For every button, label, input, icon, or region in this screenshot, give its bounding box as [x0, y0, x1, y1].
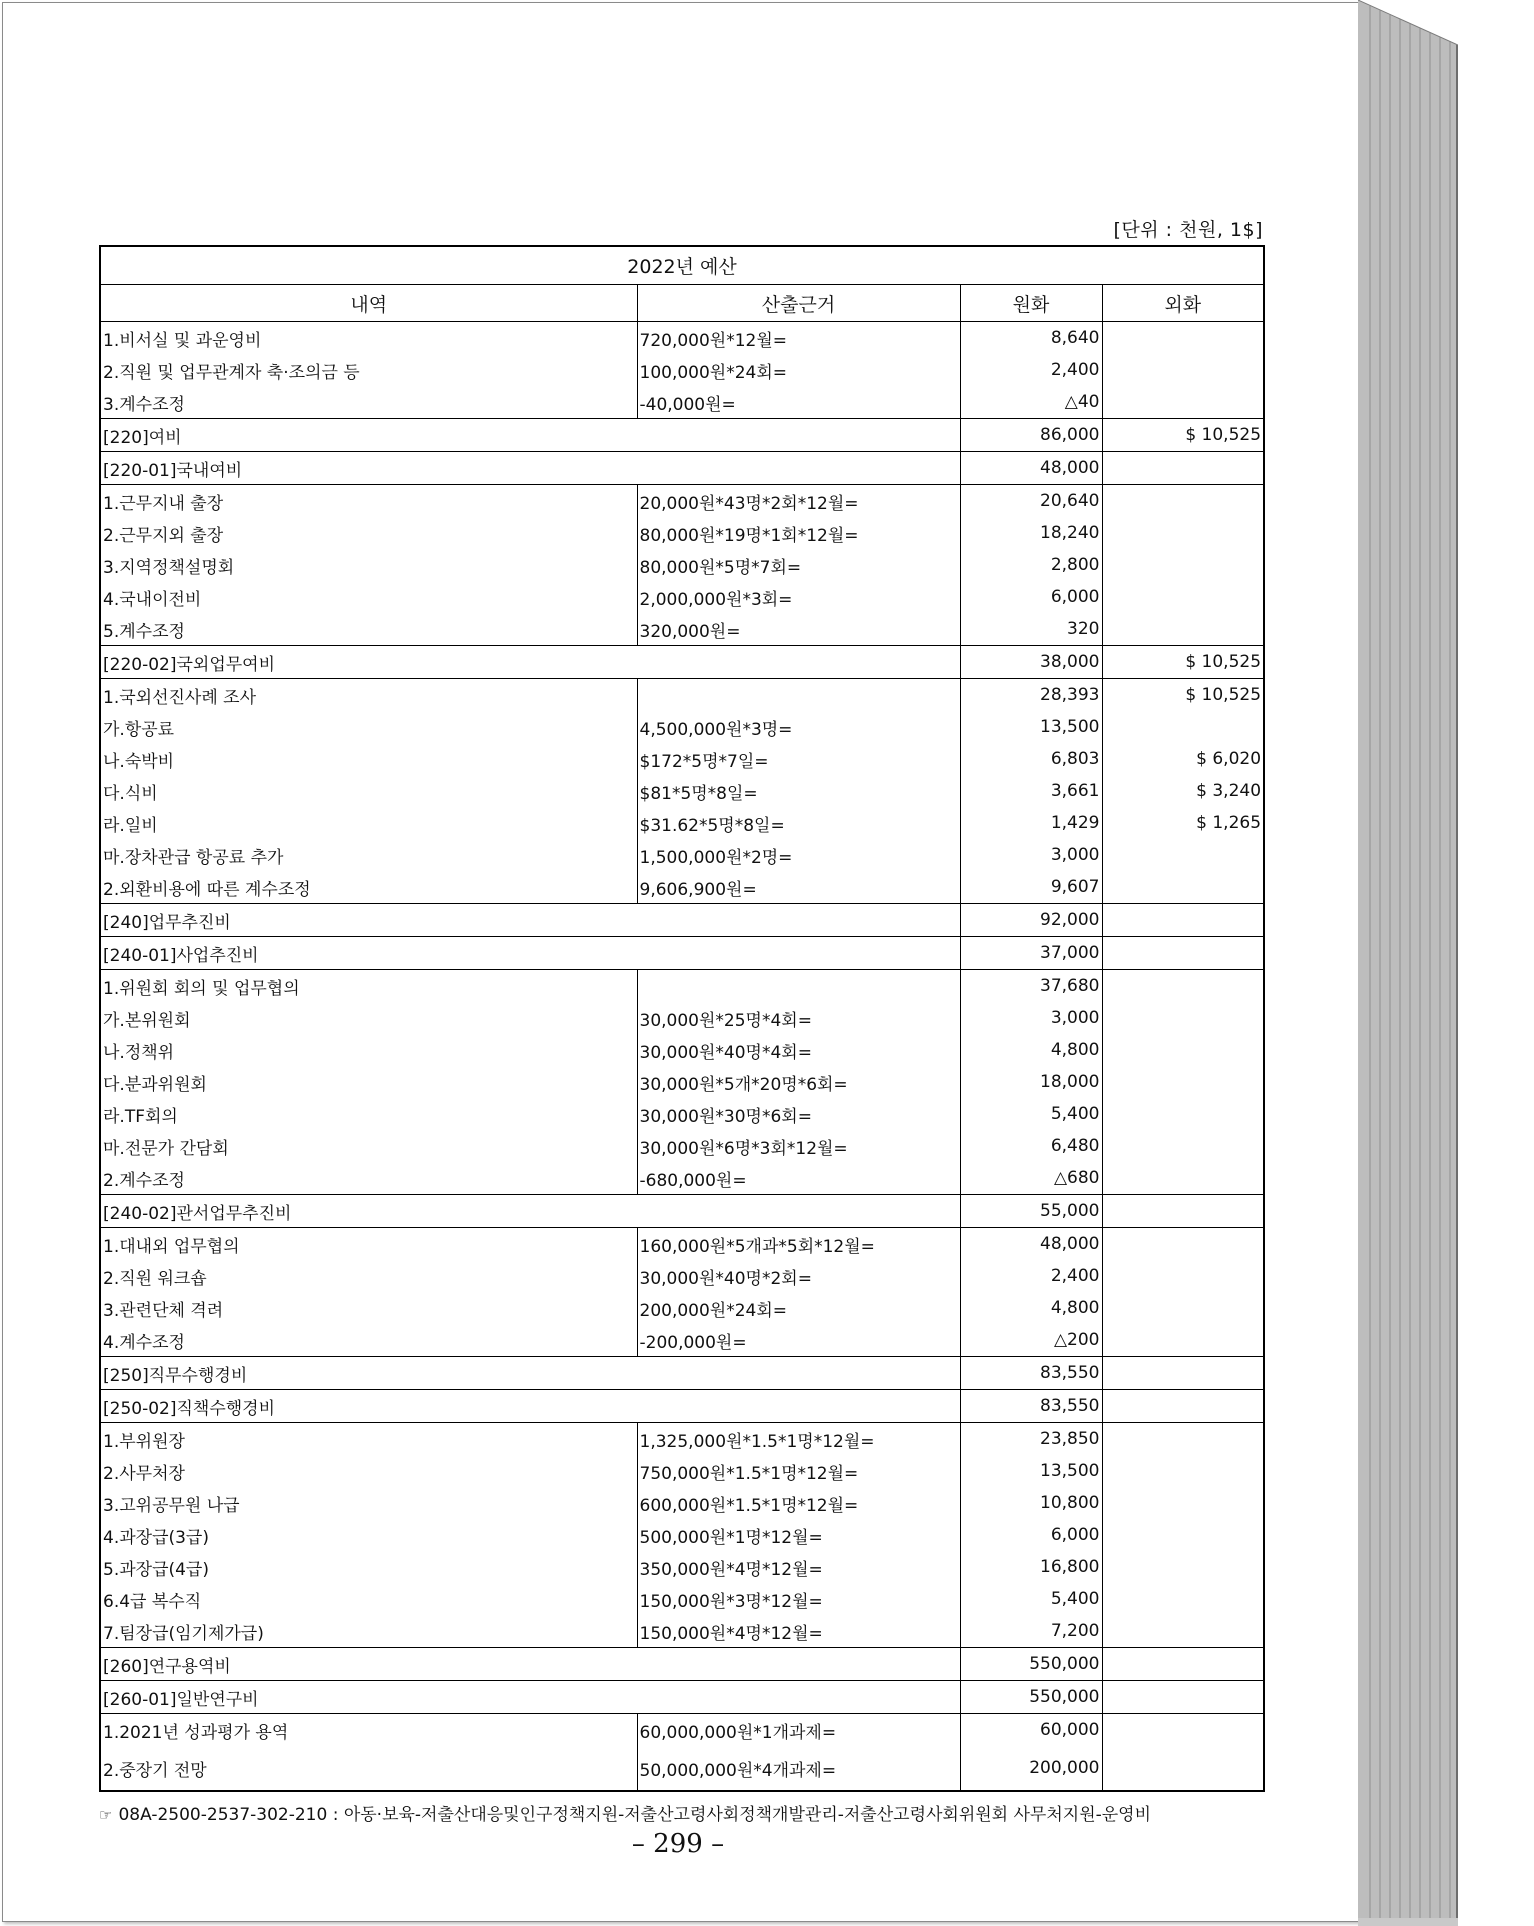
row-krw-amount: 6,000 — [960, 1519, 1102, 1551]
row-item: [220-01]국내여비 — [100, 452, 960, 485]
row-item: [260-01]일반연구비 — [100, 1681, 960, 1714]
row-item: 1.대내외 업무협의 — [100, 1228, 637, 1261]
row-item: 4.국내이전비 — [100, 581, 637, 613]
row-basis: 4,500,000원*3명= — [637, 711, 960, 743]
row-basis: -200,000원= — [637, 1324, 960, 1357]
row-krw-amount: 4,800 — [960, 1034, 1102, 1066]
row-basis: 9,606,900원= — [637, 871, 960, 904]
table-row — [100, 1746, 1264, 1791]
table-row — [100, 1130, 1264, 1162]
row-item: [240]업무추진비 — [100, 904, 960, 937]
row-fx-amount — [1102, 1487, 1264, 1519]
row-item: 2.사무처장 — [100, 1455, 637, 1487]
row-krw-amount: 48,000 — [960, 1228, 1102, 1261]
row-item: 가.항공료 — [100, 711, 637, 743]
table-row — [100, 1292, 1264, 1324]
row-fx-amount — [1102, 1390, 1264, 1423]
table-row — [100, 1423, 1264, 1456]
row-fx-amount — [1102, 1260, 1264, 1292]
row-basis: 80,000원*5명*7회= — [637, 549, 960, 581]
table-row — [100, 1162, 1264, 1195]
table-row — [100, 1714, 1264, 1747]
row-item: 5.계수조정 — [100, 613, 637, 646]
row-krw-amount: 6,480 — [960, 1130, 1102, 1162]
table-row — [100, 485, 1264, 518]
table-row — [100, 452, 1264, 485]
row-fx-amount — [1102, 1681, 1264, 1714]
row-basis: 160,000원*5개과*5회*12월= — [637, 1228, 960, 1261]
row-item: 마.장차관급 항공료 추가 — [100, 839, 637, 871]
table-row — [100, 386, 1264, 419]
row-fx-amount — [1102, 1746, 1264, 1791]
table-row — [100, 1357, 1264, 1390]
row-item: 4.과장급(3급) — [100, 1519, 637, 1551]
row-krw-amount: 200,000 — [960, 1746, 1102, 1791]
table-row — [100, 1615, 1264, 1648]
row-krw-amount: 83,550 — [960, 1357, 1102, 1390]
row-fx-amount: $ 10,525 — [1102, 646, 1264, 679]
table-row — [100, 970, 1264, 1003]
table-row — [100, 743, 1264, 775]
row-fx-amount — [1102, 549, 1264, 581]
row-fx-amount — [1102, 1098, 1264, 1130]
row-fx-amount: $ 3,240 — [1102, 775, 1264, 807]
row-basis: 750,000원*1.5*1명*12월= — [637, 1455, 960, 1487]
row-item: 라.TF회의 — [100, 1098, 637, 1130]
table-row — [100, 419, 1264, 452]
row-fx-amount — [1102, 1130, 1264, 1162]
row-krw-amount: 550,000 — [960, 1681, 1102, 1714]
table-row — [100, 1034, 1264, 1066]
row-krw-amount: 5,400 — [960, 1583, 1102, 1615]
row-fx-amount — [1102, 871, 1264, 904]
row-item: 1.2021년 성과평가 용역 — [100, 1714, 637, 1747]
row-fx-amount: $ 10,525 — [1102, 419, 1264, 452]
row-basis — [637, 970, 960, 1003]
row-item: 1.부위원장 — [100, 1423, 637, 1456]
row-krw-amount: 10,800 — [960, 1487, 1102, 1519]
row-basis — [637, 679, 960, 712]
row-fx-amount — [1102, 613, 1264, 646]
row-basis: 350,000원*4명*12월= — [637, 1551, 960, 1583]
row-item: 다.분과위원회 — [100, 1066, 637, 1098]
row-item: 라.일비 — [100, 807, 637, 839]
table-row — [100, 1519, 1264, 1551]
row-fx-amount — [1102, 1228, 1264, 1261]
page-number: – 299 – — [631, 1829, 725, 1859]
row-item: 7.팀장급(임기제가급) — [100, 1615, 637, 1648]
row-item: 가.본위원회 — [100, 1002, 637, 1034]
table-row — [100, 1648, 1264, 1681]
row-krw-amount: 2,800 — [960, 549, 1102, 581]
row-fx-amount — [1102, 452, 1264, 485]
row-fx-amount — [1102, 937, 1264, 970]
row-item: 다.식비 — [100, 775, 637, 807]
row-krw-amount: △200 — [960, 1324, 1102, 1357]
row-basis: 500,000원*1명*12월= — [637, 1519, 960, 1551]
table-row — [100, 322, 1264, 355]
row-basis: 2,000,000원*3회= — [637, 581, 960, 613]
row-fx-amount — [1102, 1002, 1264, 1034]
table-row — [100, 549, 1264, 581]
table-row — [100, 1195, 1264, 1228]
table-row — [100, 775, 1264, 807]
row-fx-amount — [1102, 1034, 1264, 1066]
table-row — [100, 1487, 1264, 1519]
table-row — [100, 1066, 1264, 1098]
table-title: 2022년 예산 — [100, 246, 1264, 285]
pointing-hand-icon: ☞ — [99, 1806, 113, 1824]
row-basis: 30,000원*40명*2회= — [637, 1260, 960, 1292]
row-basis: 1,500,000원*2명= — [637, 839, 960, 871]
row-item: [240-01]사업추진비 — [100, 937, 960, 970]
row-item: 마.전문가 간담회 — [100, 1130, 637, 1162]
footnote — [99, 1800, 1289, 1825]
table-row — [100, 871, 1264, 904]
row-fx-amount — [1102, 1714, 1264, 1747]
row-fx-amount — [1102, 354, 1264, 386]
row-fx-amount — [1102, 1583, 1264, 1615]
row-basis: 150,000원*4명*12월= — [637, 1615, 960, 1648]
row-fx-amount — [1102, 970, 1264, 1003]
row-fx-amount — [1102, 1519, 1264, 1551]
row-fx-amount — [1102, 1615, 1264, 1648]
header-fx: 외화 — [1102, 285, 1264, 322]
row-krw-amount: 55,000 — [960, 1195, 1102, 1228]
table-row — [100, 679, 1264, 712]
row-krw-amount: 18,240 — [960, 517, 1102, 549]
row-krw-amount: 92,000 — [960, 904, 1102, 937]
row-item: [220-02]국외업무여비 — [100, 646, 960, 679]
row-krw-amount: △40 — [960, 386, 1102, 419]
row-krw-amount: 37,000 — [960, 937, 1102, 970]
row-item: [250-02]직책수행경비 — [100, 1390, 960, 1423]
row-krw-amount: 28,393 — [960, 679, 1102, 712]
row-fx-amount — [1102, 839, 1264, 871]
row-basis: 600,000원*1.5*1명*12월= — [637, 1487, 960, 1519]
row-krw-amount: 7,200 — [960, 1615, 1102, 1648]
table-row — [100, 646, 1264, 679]
row-fx-amount: $ 6,020 — [1102, 743, 1264, 775]
row-krw-amount: 3,000 — [960, 839, 1102, 871]
row-fx-amount — [1102, 1455, 1264, 1487]
row-krw-amount: 86,000 — [960, 419, 1102, 452]
row-krw-amount: 5,400 — [960, 1098, 1102, 1130]
table-row — [100, 904, 1264, 937]
row-item: 5.과장급(4급) — [100, 1551, 637, 1583]
table-row — [100, 1583, 1264, 1615]
row-krw-amount: 320 — [960, 613, 1102, 646]
row-krw-amount: 550,000 — [960, 1648, 1102, 1681]
row-krw-amount: 23,850 — [960, 1423, 1102, 1456]
table-row — [100, 354, 1264, 386]
row-item: 나.정책위 — [100, 1034, 637, 1066]
row-krw-amount: 2,400 — [960, 354, 1102, 386]
row-item: 3.관련단체 격려 — [100, 1292, 637, 1324]
row-basis: 30,000원*6명*3회*12월= — [637, 1130, 960, 1162]
table-row — [100, 1390, 1264, 1423]
table-row — [100, 1551, 1264, 1583]
table-row — [100, 1228, 1264, 1261]
row-krw-amount: 13,500 — [960, 711, 1102, 743]
row-basis: 320,000원= — [637, 613, 960, 646]
row-basis: 30,000원*40명*4회= — [637, 1034, 960, 1066]
row-krw-amount: 37,680 — [960, 970, 1102, 1003]
row-krw-amount: 2,400 — [960, 1260, 1102, 1292]
table-row — [100, 1681, 1264, 1714]
row-krw-amount: 16,800 — [960, 1551, 1102, 1583]
table-row — [100, 1455, 1264, 1487]
row-item: 4.계수조정 — [100, 1324, 637, 1357]
row-item: [220]여비 — [100, 419, 960, 452]
table-row — [100, 711, 1264, 743]
row-krw-amount: 13,500 — [960, 1455, 1102, 1487]
row-krw-amount: 3,661 — [960, 775, 1102, 807]
row-krw-amount: 18,000 — [960, 1066, 1102, 1098]
row-fx-amount — [1102, 1551, 1264, 1583]
row-basis: 1,325,000원*1.5*1명*12월= — [637, 1423, 960, 1456]
row-basis: 80,000원*19명*1회*12월= — [637, 517, 960, 549]
footnote-text: 08A-2500-2537-302-210 : 아동·보육-저출산대응및인구정책지원-저출산고령사회정책개발관리-저출산고령사회위원회 사무처지원-운영비 — [118, 1805, 1152, 1825]
header-item: 내역 — [100, 285, 637, 322]
row-fx-amount — [1102, 904, 1264, 937]
row-fx-amount — [1102, 1195, 1264, 1228]
row-basis: 150,000원*3명*12월= — [637, 1583, 960, 1615]
row-item: [240-02]관서업무추진비 — [100, 1195, 960, 1228]
row-krw-amount: 3,000 — [960, 1002, 1102, 1034]
row-fx-amount — [1102, 485, 1264, 518]
row-krw-amount: 6,803 — [960, 743, 1102, 775]
row-item: 3.지역정책설명회 — [100, 549, 637, 581]
table-header-row — [100, 285, 1264, 322]
row-krw-amount: 83,550 — [960, 1390, 1102, 1423]
row-krw-amount: 4,800 — [960, 1292, 1102, 1324]
row-fx-amount — [1102, 581, 1264, 613]
row-krw-amount: 6,000 — [960, 581, 1102, 613]
header-basis: 산출근거 — [637, 285, 960, 322]
row-krw-amount: 1,429 — [960, 807, 1102, 839]
book-page-edges — [1358, 0, 1458, 1926]
row-basis: 30,000원*30명*6회= — [637, 1098, 960, 1130]
row-fx-amount — [1102, 1324, 1264, 1357]
table-row — [100, 937, 1264, 970]
row-fx-amount — [1102, 1357, 1264, 1390]
budget-table — [99, 245, 1265, 1792]
row-item: 1.국외선진사례 조사 — [100, 679, 637, 712]
row-basis: 50,000,000원*4개과제= — [637, 1746, 960, 1791]
row-fx-amount — [1102, 386, 1264, 419]
row-krw-amount: △680 — [960, 1162, 1102, 1195]
table-row — [100, 1324, 1264, 1357]
row-basis: $31.62*5명*8일= — [637, 807, 960, 839]
row-basis: 200,000원*24회= — [637, 1292, 960, 1324]
row-item: 2.직원 및 업무관계자 축·조의금 등 — [100, 354, 637, 386]
row-item: [260]연구용역비 — [100, 1648, 960, 1681]
table-row — [100, 1098, 1264, 1130]
row-basis: 20,000원*43명*2회*12월= — [637, 485, 960, 518]
document-page — [2, 2, 1360, 1922]
table-row — [100, 839, 1264, 871]
row-item: [250]직무수행경비 — [100, 1357, 960, 1390]
row-item: 2.직원 워크숍 — [100, 1260, 637, 1292]
row-item: 2.중장기 전망 — [100, 1746, 637, 1791]
table-row — [100, 807, 1264, 839]
row-krw-amount: 9,607 — [960, 871, 1102, 904]
row-basis: -680,000원= — [637, 1162, 960, 1195]
row-item: 2.계수조정 — [100, 1162, 637, 1195]
unit-label: [단위 : 천원, 1$] — [1113, 219, 1263, 241]
row-basis: $81*5명*8일= — [637, 775, 960, 807]
row-basis: $172*5명*7일= — [637, 743, 960, 775]
row-fx-amount: $ 1,265 — [1102, 807, 1264, 839]
row-basis: 720,000원*12월= — [637, 322, 960, 355]
table-row — [100, 517, 1264, 549]
table-title-row — [100, 246, 1264, 285]
row-fx-amount — [1102, 322, 1264, 355]
row-krw-amount: 20,640 — [960, 485, 1102, 518]
row-basis: -40,000원= — [637, 386, 960, 419]
row-krw-amount: 60,000 — [960, 1714, 1102, 1747]
row-fx-amount — [1102, 711, 1264, 743]
row-krw-amount: 38,000 — [960, 646, 1102, 679]
row-item: 6.4급 복수직 — [100, 1583, 637, 1615]
row-fx-amount — [1102, 1162, 1264, 1195]
table-row — [100, 613, 1264, 646]
row-krw-amount: 48,000 — [960, 452, 1102, 485]
row-basis: 100,000원*24회= — [637, 354, 960, 386]
row-basis: 60,000,000원*1개과제= — [637, 1714, 960, 1747]
table-row — [100, 581, 1264, 613]
budget-table-body — [100, 322, 1264, 1792]
row-item: 1.비서실 및 과운영비 — [100, 322, 637, 355]
row-fx-amount — [1102, 1066, 1264, 1098]
row-basis: 30,000원*5개*20명*6회= — [637, 1066, 960, 1098]
table-row — [100, 1260, 1264, 1292]
row-basis: 30,000원*25명*4회= — [637, 1002, 960, 1034]
header-krw: 원화 — [960, 285, 1102, 322]
row-item: 나.숙박비 — [100, 743, 637, 775]
row-item: 2.근무지외 출장 — [100, 517, 637, 549]
table-row — [100, 1002, 1264, 1034]
row-item: 3.고위공무원 나급 — [100, 1487, 637, 1519]
row-item: 1.위원회 회의 및 업무협의 — [100, 970, 637, 1003]
row-item: 3.계수조정 — [100, 386, 637, 419]
row-fx-amount — [1102, 1648, 1264, 1681]
row-item: 2.외환비용에 따른 계수조정 — [100, 871, 637, 904]
row-fx-amount — [1102, 517, 1264, 549]
row-item: 1.근무지내 출장 — [100, 485, 637, 518]
row-fx-amount: $ 10,525 — [1102, 679, 1264, 712]
row-fx-amount — [1102, 1292, 1264, 1324]
row-fx-amount — [1102, 1423, 1264, 1456]
row-krw-amount: 8,640 — [960, 322, 1102, 355]
